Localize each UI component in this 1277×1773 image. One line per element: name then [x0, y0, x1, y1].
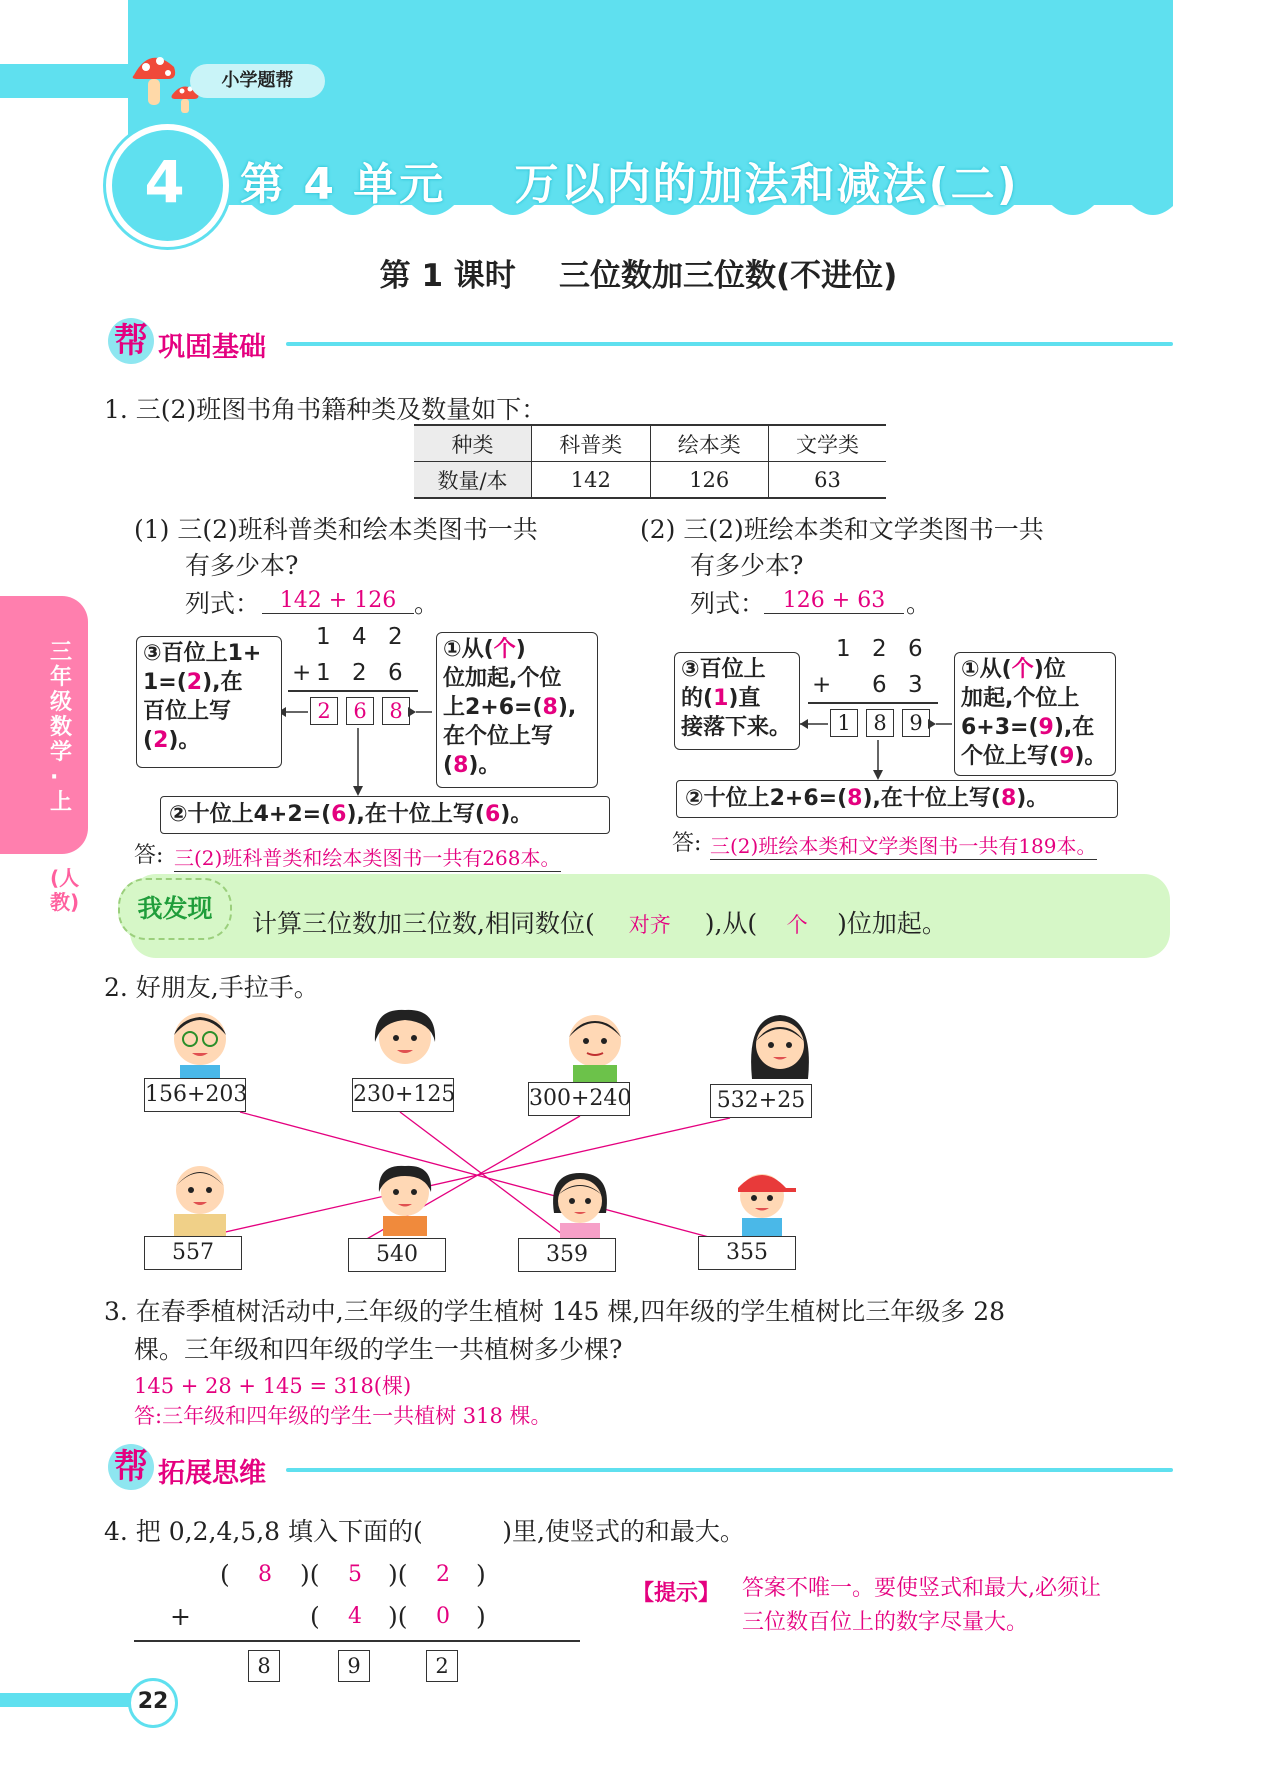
side-tab-grade: 三年级数学·上	[50, 640, 73, 815]
table-cell: 126	[650, 462, 768, 499]
step-text: 的(	[681, 686, 714, 711]
step-answer: 9	[1059, 744, 1075, 769]
man-illustration	[150, 1158, 250, 1236]
table-header-cell: 科普类	[532, 425, 650, 462]
q1-part2-formula: 126 + 63	[764, 588, 904, 614]
q2-result-box[interactable]: 557	[144, 1236, 242, 1270]
brand-label: 小学题帮	[190, 64, 325, 98]
girl-short-hair-illustration	[530, 1165, 630, 1243]
step-text: ),在	[1053, 715, 1095, 740]
q4-sum-line	[134, 1640, 580, 1642]
step-answer: 2	[186, 670, 203, 695]
q4-paren: )	[476, 1560, 486, 1589]
discover-text-b: ),从(	[704, 909, 758, 938]
step-text: ),	[557, 695, 577, 720]
step-answer: 8	[1000, 786, 1017, 811]
girl-long-hair-illustration	[730, 1007, 830, 1089]
discover-text-a: 计算三位数加三位数,相同数位(	[252, 909, 595, 938]
q3-stem-cont: 棵。三年级和四年级的学生一共植树多少棵?	[134, 1335, 623, 1364]
q2-result-box[interactable]: 359	[518, 1238, 616, 1272]
side-tab-edition: (人教)	[50, 866, 80, 914]
step-text: ),在十位上写(	[346, 802, 485, 827]
q4-hint-line: 答案不唯一。要使竖式和最大,必须让	[742, 1576, 1101, 1601]
step-text: 6+3=(	[961, 715, 1039, 740]
q4-row1-digit: 2	[436, 1562, 450, 1587]
q1-part2-question: (2) 三(2)班绘本类和文学类图书一共	[640, 515, 1044, 544]
discover-badge: 我发现	[118, 878, 232, 940]
step-answer: 1	[713, 686, 729, 711]
q4-paren: )(	[388, 1602, 408, 1631]
q1-p2-result-box: 8	[866, 709, 894, 737]
step-answer: 个	[1011, 657, 1034, 682]
q1-p2-answer: 三(2)班绘本类和文学类图书一共有189本。	[710, 830, 1097, 860]
q4-row2-digit: 0	[436, 1604, 450, 1629]
q4-row2-digit: 4	[348, 1604, 362, 1629]
q1-p1-result-box: 2	[310, 697, 338, 725]
q1-part1-period: 。	[414, 589, 440, 618]
step-text: ②十位上2+6=(	[685, 786, 848, 811]
q1-p2-arrows	[790, 702, 960, 784]
q2-stem: 2. 好朋友,手拉手。	[104, 973, 319, 1002]
lesson-title: 第 1 课时 三位数加三位数(不进位)	[379, 258, 898, 294]
q2-result-box[interactable]: 540	[348, 1238, 446, 1272]
step-text: )。	[468, 753, 501, 778]
discover-text-c: )位加起。	[837, 909, 947, 938]
table-cell: 142	[532, 462, 650, 499]
step-text: 位加起,个位	[443, 666, 562, 691]
q4-hint-line: 三位数百位上的数字尽量大。	[742, 1610, 1029, 1635]
boy-thinking-illustration	[545, 1005, 645, 1087]
step-text: 百位上写	[143, 699, 232, 724]
step-answer: 个	[493, 637, 516, 662]
q4-paren: (	[220, 1560, 230, 1589]
q1-part1-formula: 142 + 126	[262, 588, 414, 614]
q1-p2-step3-box	[674, 652, 800, 750]
q1-p1-result-box: 8	[382, 697, 410, 725]
boy-glasses-illustration	[150, 1005, 250, 1087]
q1-p1-digit: 2	[352, 660, 367, 686]
q4-row1-digit: 5	[348, 1562, 362, 1587]
step-text: 接落下来。	[681, 715, 792, 740]
q4-paren: )(	[300, 1560, 320, 1589]
q1-p2-step1-box	[954, 652, 1116, 776]
section-extend-rule	[286, 1468, 1173, 1472]
step-text: )	[515, 637, 526, 662]
girl-ponytail-illustration	[355, 1158, 455, 1236]
q1-p1-digit: 6	[388, 660, 403, 686]
q4-stem: 4. 把 0,2,4,5,8 填入下面的( )里,使竖式的和最大。	[104, 1517, 745, 1546]
step-text: (	[143, 728, 154, 753]
discover-answer-2: 个	[786, 913, 808, 937]
q1-part1-question: (1) 三(2)班科普类和绘本类图书一共	[134, 515, 538, 544]
discover-answer-1: 对齐	[628, 913, 671, 937]
step-text: 上2+6=(	[443, 695, 543, 720]
step-answer: 9	[1038, 715, 1054, 740]
q1-p1-digit: 1	[316, 660, 331, 686]
step-text: ①从(	[961, 657, 1012, 682]
table-header-cell: 文学类	[768, 425, 886, 462]
q1-p2-result-box: 1	[830, 709, 858, 737]
q1-p1-answer-label: 答:	[134, 843, 164, 868]
q1-part2-question-cont: 有多少本?	[690, 551, 804, 580]
section-basic-rule	[286, 342, 1173, 346]
step-answer: 8	[847, 786, 863, 811]
q1-p2-step2-box	[676, 780, 1118, 818]
q4-paren: )	[476, 1602, 486, 1631]
q1-p2-digit: 3	[908, 672, 923, 698]
step-text: )直	[728, 686, 761, 711]
step-text: ③百位上	[681, 657, 766, 682]
step-text: ),在十位上写(	[862, 786, 1001, 811]
step-text: )。	[1016, 786, 1049, 811]
q3-work: 145 + 28 + 145 = 318(棵)	[134, 1374, 412, 1398]
section-basic-heading	[108, 318, 1173, 366]
boy-red-cap-illustration	[712, 1158, 812, 1236]
girl-illustration	[355, 1002, 455, 1084]
step-text: ①从(	[443, 637, 494, 662]
q1-books-table	[414, 424, 886, 499]
q2-expression-box[interactable]: 156+203	[144, 1078, 246, 1112]
step-text: )。	[1074, 744, 1107, 769]
q1-p1-digit: 4	[352, 624, 367, 650]
q1-p1-digit: 1	[316, 624, 331, 650]
table-header-cell: 绘本类	[650, 425, 768, 462]
step-text: )。	[168, 728, 201, 753]
step-text: ③百位上1+	[143, 641, 262, 666]
q1-p1-answer: 三(2)班科普类和绘本类图书一共有268本。	[174, 842, 561, 872]
q1-p1-digit: 2	[388, 624, 403, 650]
step-text: 个位上写(	[961, 744, 1060, 769]
q1-p2-result-box: 9	[902, 709, 930, 737]
q2-expression-box[interactable]: 230+125	[352, 1078, 454, 1112]
q1-p2-digit: 1	[836, 636, 851, 662]
q4-paren: )(	[388, 1560, 408, 1589]
table-cell: 数量/本	[414, 462, 532, 499]
table-header-cell: 种类	[414, 425, 532, 462]
q4-paren: (	[310, 1602, 320, 1631]
section-basic-badge: 帮	[108, 318, 154, 364]
page-number: 22	[128, 1678, 178, 1728]
q4-result-box: 8	[248, 1650, 280, 1682]
step-answer: 6	[331, 802, 347, 827]
discover-text	[252, 904, 947, 940]
q1-p1-step3-box	[136, 636, 282, 768]
q4-result-box: 9	[338, 1650, 370, 1682]
step-text: (	[443, 753, 454, 778]
q4-result-box: 2	[426, 1650, 458, 1682]
q2-result-box[interactable]: 355	[698, 1236, 796, 1270]
q1-part2-formula-label: 列式：	[690, 589, 766, 618]
q1-p2-digit: 2	[872, 636, 887, 662]
unit-title: 第 4 单元 万以内的加法和减法(二)	[240, 159, 1019, 210]
q4-row1-digit: 8	[258, 1562, 272, 1587]
q1-part1-formula-label: 列式：	[185, 589, 261, 618]
q2-expression-box[interactable]: 532+25	[710, 1084, 812, 1118]
step-text: )。	[500, 802, 533, 827]
q1-p2-digit: 6	[872, 672, 887, 698]
step-answer: 6	[484, 802, 501, 827]
unit-number: 4	[144, 148, 185, 216]
step-text: )位	[1033, 657, 1066, 682]
q1-p1-result-box: 6	[346, 697, 374, 725]
q1-part2-period: 。	[906, 589, 932, 618]
q4-hint-tag: 【提示】	[632, 1580, 721, 1606]
step-text: 加起,个位上	[961, 686, 1080, 711]
step-answer: 8	[542, 695, 558, 720]
q1-p1-plus: +	[292, 660, 312, 686]
q1-p2-answer-label: 答:	[672, 831, 702, 856]
step-text: 在个位上写	[443, 724, 554, 749]
step-text: ),在	[202, 670, 243, 695]
table-row	[414, 462, 886, 499]
q1-p1-step2-box	[160, 796, 610, 834]
section-extend-label: 拓展思维	[158, 1458, 266, 1489]
q2-expression-box[interactable]: 300+240	[528, 1082, 630, 1116]
q1-p1-step1-box	[436, 632, 598, 788]
q3-answer: 答:三年级和四年级的学生一共植树 318 棵。	[134, 1404, 552, 1428]
q1-p2-digit: 6	[908, 636, 923, 662]
q3-stem: 3. 在春季植树活动中,三年级的学生植树 145 棵,四年级的学生植树比三年级多 28	[104, 1297, 1006, 1326]
q1-part1-question-cont: 有多少本?	[185, 551, 299, 580]
q4-plus: +	[170, 1602, 191, 1631]
table-header-row	[414, 425, 886, 462]
table-cell: 63	[768, 462, 886, 499]
step-answer: 8	[453, 753, 469, 778]
q1-p2-plus: +	[812, 672, 832, 698]
step-text: 1=(	[143, 670, 187, 695]
q1-p1-arrows	[270, 690, 440, 800]
q1-stem: 1. 三(2)班图书角书籍种类及数量如下：	[104, 395, 547, 424]
header-left-strip	[0, 64, 128, 98]
section-extend-heading	[108, 1444, 1173, 1492]
section-basic-label: 巩固基础	[158, 332, 266, 363]
step-text: ②十位上4+2=(	[169, 802, 332, 827]
section-extend-badge: 帮	[108, 1444, 154, 1490]
step-answer: 2	[153, 728, 169, 753]
